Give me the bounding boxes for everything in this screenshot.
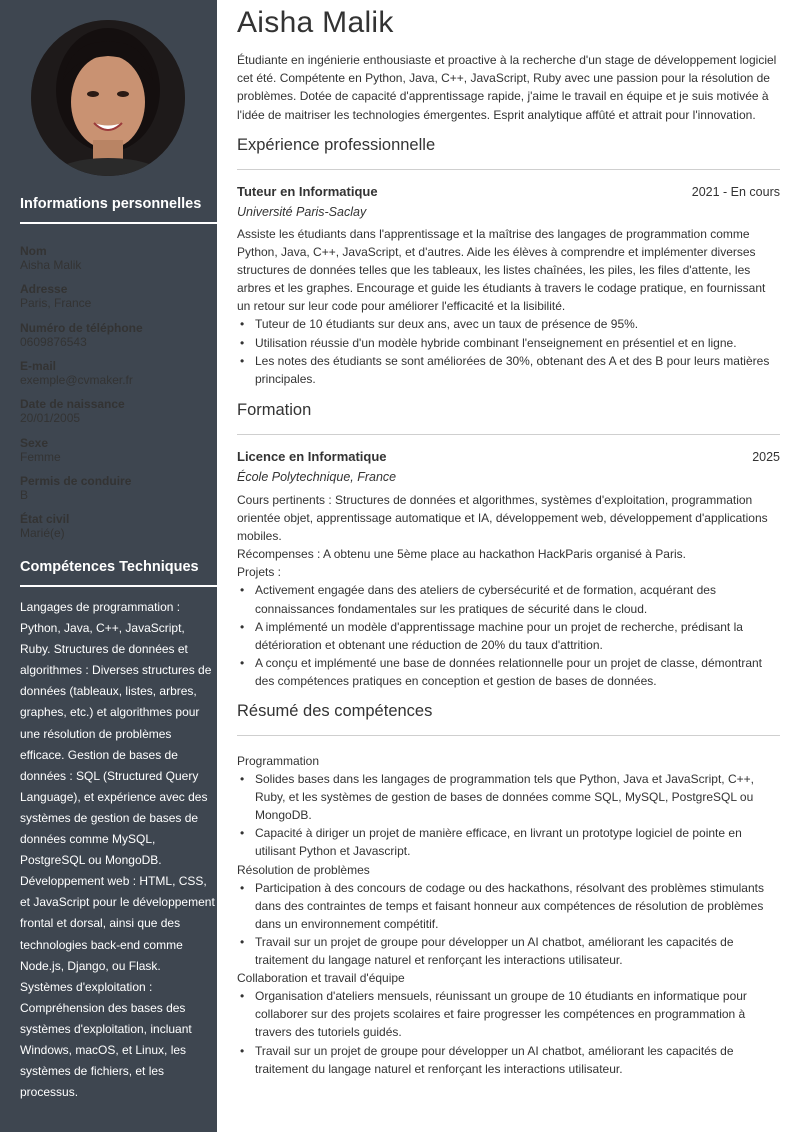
profile-photo bbox=[31, 20, 185, 176]
list-item: • Travail sur un projet de groupe pour développer un AI chatbot, améliorant les capacités de traitement du langage naturel et renforçant les interactions utilisateur. bbox=[237, 933, 780, 969]
skills-summary-divider bbox=[237, 735, 780, 736]
info-birthdate bbox=[20, 397, 210, 425]
education-divider bbox=[237, 434, 780, 435]
skills-summary-heading: Résumé des compétences bbox=[237, 702, 433, 720]
info-label: Date de naissance bbox=[20, 397, 125, 411]
list-item: • Solides bases dans les langages de programmation tels que Python, Java et JavaScript, C++, Ruby, et les systèmes de gestion de bases de données comme SQL, MySQL, PostgreSQL ou MongoDB. bbox=[237, 770, 780, 824]
skill-group-bullets bbox=[237, 770, 780, 860]
skill-group-bullets bbox=[237, 879, 780, 969]
list-item: • Organisation d'ateliers mensuels, réunissant un groupe de 10 étudiants en informatique pour collaborer sur des projets scolaires et faire progresser les compétences en programmation à travers des tutoriels guidés. bbox=[237, 987, 780, 1041]
info-label: État civil bbox=[20, 512, 70, 526]
project-bullets bbox=[237, 581, 780, 690]
list-item: • Utilisation réussie d'un modèle hybride combinant l'enseignement en présentiel et en ligne. bbox=[237, 334, 780, 352]
list-item: • Les notes des étudiants se sont améliorées de 30%, obtenant des A et des B pour leurs matières principales. bbox=[237, 352, 780, 388]
degree-date: 2025 bbox=[752, 450, 780, 464]
info-value: 0609876543 bbox=[20, 335, 87, 349]
list-item: • Activement engagée dans des ateliers de cybersécurité et de formation, acquérant des connaissances fondamentales sur les pratiques de sécurité dans le cloud. bbox=[237, 581, 780, 617]
skill-group-name: Collaboration et travail d'équipe bbox=[237, 971, 405, 986]
info-value: 20/01/2005 bbox=[20, 411, 81, 425]
info-email bbox=[20, 359, 210, 387]
info-value: exemple@cvmaker.fr bbox=[20, 373, 133, 387]
job-title: Tuteur en Informatique bbox=[237, 184, 378, 199]
info-label: Adresse bbox=[20, 282, 68, 296]
list-item: • Tuteur de 10 étudiants sur deux ans, avec un taux de présence de 95%. bbox=[237, 315, 780, 333]
info-label: E-mail bbox=[20, 359, 57, 373]
info-value: Marié(e) bbox=[20, 526, 65, 540]
info-label: Nom bbox=[20, 244, 47, 258]
skill-group-name: Résolution de problèmes bbox=[237, 862, 370, 877]
personal-info-divider bbox=[20, 222, 217, 224]
info-license bbox=[20, 474, 210, 502]
personal-info-heading: Informations personnelles bbox=[20, 196, 202, 212]
info-value: Aisha Malik bbox=[20, 258, 82, 272]
list-item: • A implémenté un modèle d'apprentissage machine pour un projet de recherche, prédisant la détérioration et obtenant une réduction de 20% du taux d'attrition. bbox=[237, 618, 780, 654]
education-details bbox=[237, 491, 780, 690]
job-description: Assiste les étudiants dans l'apprentissage et la maîtrise des langages de programmation comme Python, Java, C++, JavaScript, et d'autres. Aide les élèves à comprendre et implémenter diverses structures de données telles que les tableaux, les listes chaînées, les piles, les files d'attente, les arbres et les graphes. Encourage et guide les étudiants à travers le codage pratique, en fournissant un retour sur leur code pour améliorer l'efficacité et la lisibilité. bbox=[237, 227, 766, 314]
job-organization: Université Paris-Saclay bbox=[237, 205, 367, 219]
job-bullets bbox=[237, 315, 780, 387]
skill-group-bullets bbox=[237, 987, 780, 1077]
experience-heading: Expérience professionnelle bbox=[237, 136, 436, 154]
info-label: Permis de conduire bbox=[20, 474, 132, 488]
degree-title: Licence en Informatique bbox=[237, 449, 387, 464]
list-item: • Participation à des concours de codage ou des hackathons, résolvant des problèmes stimulants dans des contraintes de temps et faisant honneur aux compétences de résolution de problèmes dans un environnement compétitif. bbox=[237, 879, 780, 933]
skills-summary-details bbox=[237, 752, 780, 1078]
job-date: 2021 - En cours bbox=[691, 185, 780, 199]
list-item: • Travail sur un projet de groupe pour développer un AI chatbot, améliorant les capacités de traitement du langage naturel et renforçant les interactions utilisateur. bbox=[237, 1042, 780, 1078]
info-label: Numéro de téléphone bbox=[20, 321, 143, 335]
info-phone bbox=[20, 321, 210, 349]
tech-skills-text: Langages de programmation : Python, Java, C++, JavaScript, Ruby. Structures de données et algorithmes : Diverses structures de données (tableaux, listes, arbres, graphes, etc.) et algorithmes pour une résolution de problèmes efficace. Gestion de bases de données : SQL (Structured Query Language), et expérience avec des systèmes de gestion de bases de données comme MySQL, PostgreSQL ou MongoDB. Développement web : HTML, CSS, et JavaScript pour le développement frontal et dorsal, ainsi que des technologies back-end comme Node.js, Django, ou Flask. Systèmes d'exploitation : Compréhension des bases des systèmes d'exploitation, incluant Windows, macOS, et Linux, les systèmes de fichiers, et les processus. bbox=[20, 600, 215, 1100]
experience-divider bbox=[237, 169, 780, 170]
projects-label: Projets : bbox=[237, 565, 282, 580]
list-item: • A conçu et implémenté une base de données relationnelle pour un projet de classe, démontrant des compétences pratiques en conception et gestion de bases de données. bbox=[237, 654, 780, 690]
candidate-name: Aisha Malik bbox=[237, 6, 394, 39]
awards: Récompenses : A obtenu une 5ème place au hackathon HackParis organisé à Paris. bbox=[237, 547, 686, 562]
courses: Cours pertinents : Structures de données et algorithmes, systèmes d'exploitation, programmation orientée objet, apprentissage automatique et IA, développement web, développement d'applications mobiles. bbox=[237, 493, 768, 544]
info-name bbox=[20, 244, 210, 272]
info-value: B bbox=[20, 488, 29, 502]
job-details bbox=[237, 225, 780, 388]
school-name: École Polytechnique, France bbox=[237, 470, 397, 484]
list-item: • Capacité à diriger un projet de manière efficace, en livrant un prototype logiciel de pointe en utilisant Python et Javascript. bbox=[237, 824, 780, 860]
education-heading: Formation bbox=[237, 401, 312, 419]
info-gender bbox=[20, 436, 210, 464]
skill-group-name: Programmation bbox=[237, 754, 320, 768]
info-marital bbox=[20, 512, 210, 540]
profile-summary: Étudiante en ingénierie enthousiaste et proactive à la recherche d'un stage de développement logiciel cet été. Compétente en Python, Java, C++, JavaScript, Ruby avec une passion pour la résolution de problèmes. Dotée de capacité d'apprentissage rapide, j'aime le travail en équipe et je suis motivée à l'idée de maitriser les technologies émergentes. Esprit analytique affûté et attrait pour l'innovation. bbox=[237, 53, 777, 122]
tech-skills-heading: Compétences Techniques bbox=[20, 559, 199, 575]
info-label: Sexe bbox=[20, 436, 49, 450]
info-value: Paris, France bbox=[20, 296, 92, 310]
info-value: Femme bbox=[20, 450, 61, 464]
info-address bbox=[20, 282, 210, 310]
tech-skills-divider bbox=[20, 585, 217, 587]
